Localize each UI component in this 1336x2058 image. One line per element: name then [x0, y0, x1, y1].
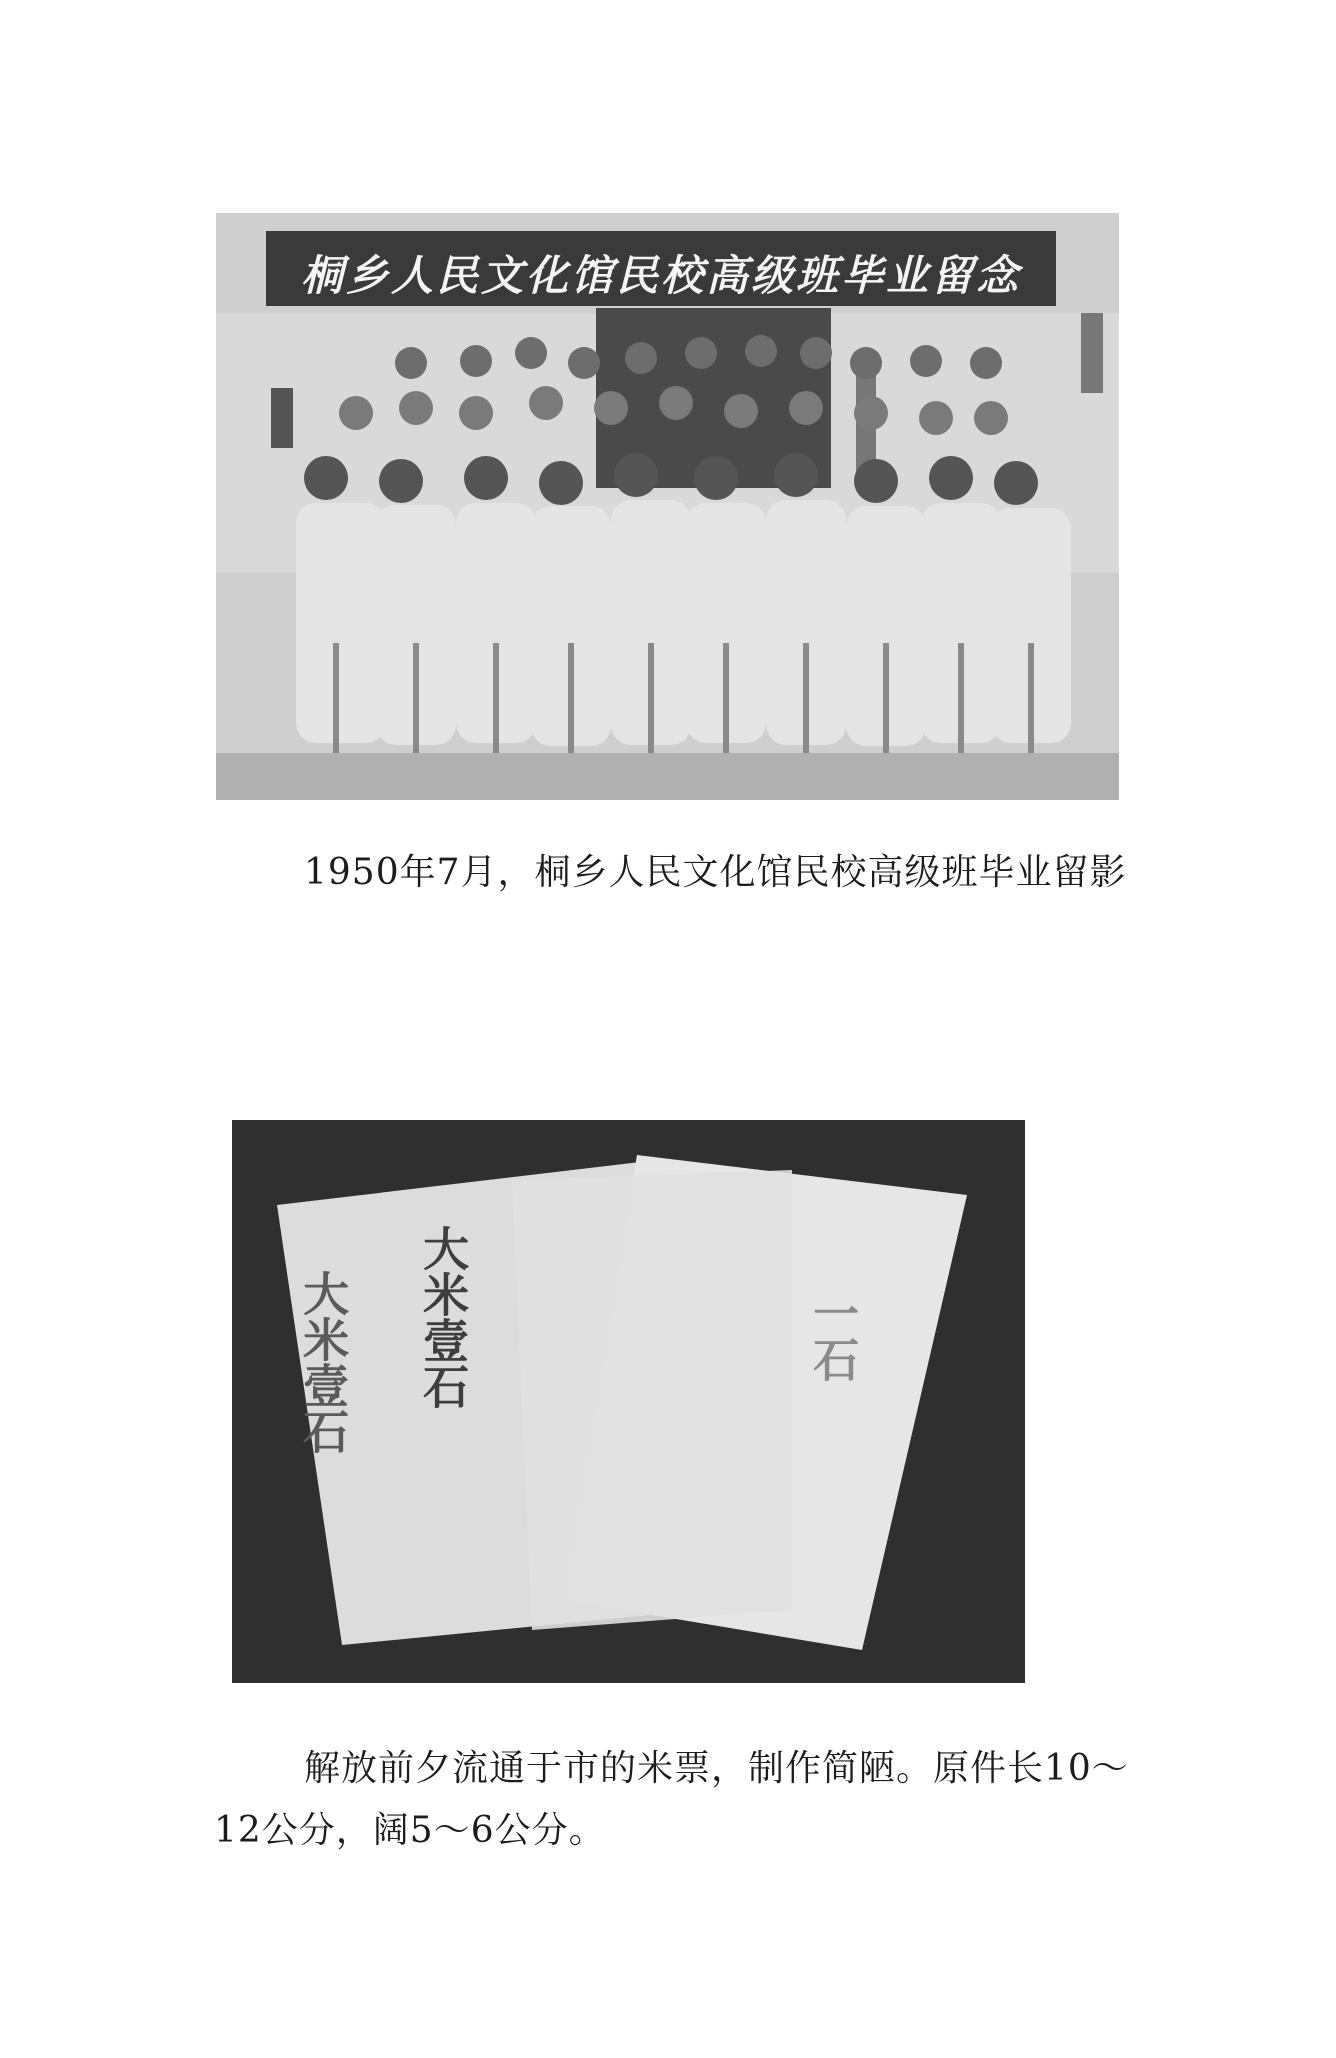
photo-caption-2: 解放前夕流通于市的米票，制作简陋。原件长10～12公分，阔5～6公分。 — [214, 1748, 1129, 1851]
banner-text: 桐乡人民文化馆民校高级班毕业留念 — [300, 251, 1021, 300]
ticket-text-right: 一石 — [806, 1290, 861, 1382]
ticket-text-left: 大米壹石 — [296, 1270, 351, 1454]
graduation-group-photo — [216, 213, 1119, 800]
rice-tickets-photo — [232, 1120, 1025, 1683]
ticket-text-center: 大米壹石 — [416, 1225, 471, 1409]
photo-caption-1: 1950年7月，桐乡人民文化馆民校高级班毕业留影 — [304, 852, 1127, 893]
